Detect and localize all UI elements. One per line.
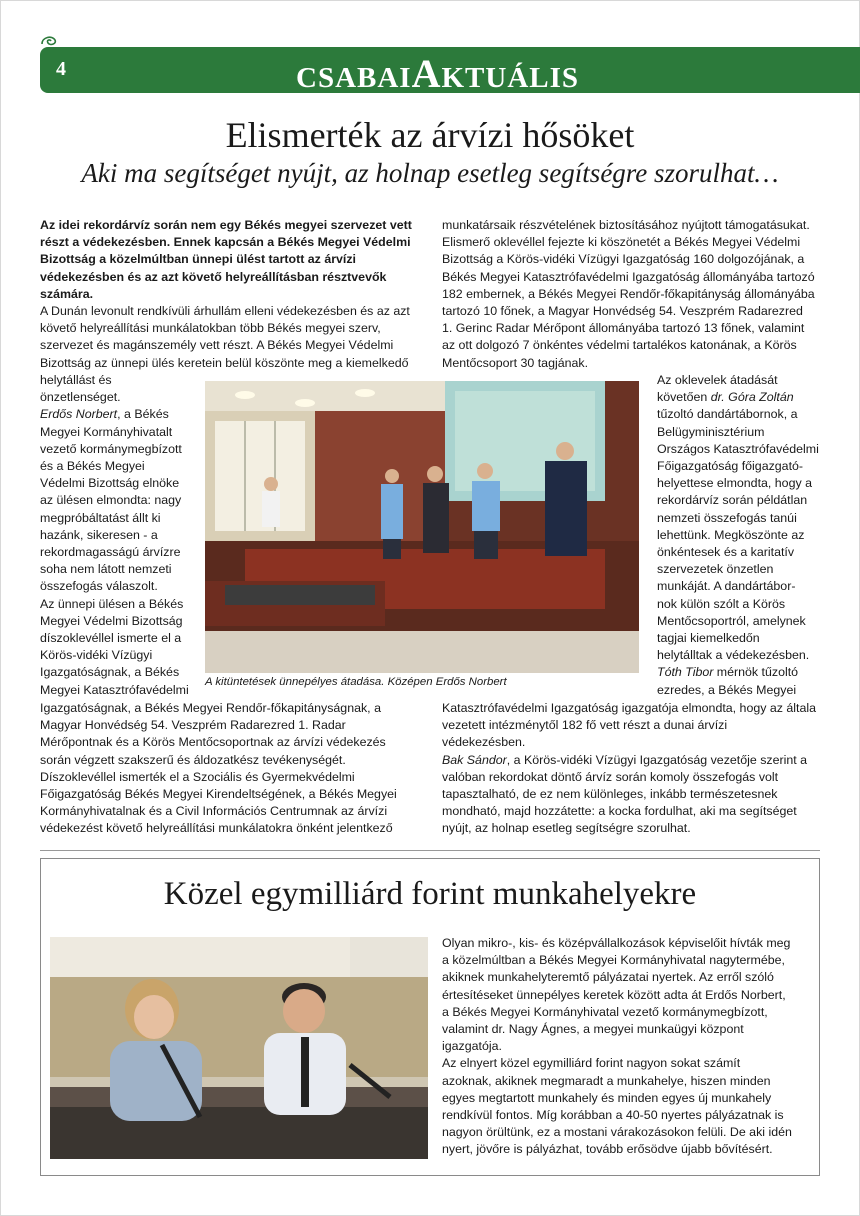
page-number: 4 (56, 58, 66, 80)
text-line: Védelmi Bizottság elnöke (40, 476, 180, 491)
text-line: nagyon örültünk, ez a mostani várakozásokon felüli. De aki idén (442, 1125, 792, 1140)
award-event-photo (50, 937, 428, 1159)
text-line: Megyei Védelmi Bizottság (40, 613, 183, 628)
text-line: Erdős Norbert, a Békés (40, 407, 169, 422)
text-line: során végzett szakszerű és áldozatkész tevékenységét. (40, 752, 346, 767)
text-line: azoknak, akiknek megmaradt a munkahelye, hiszen minden (442, 1073, 771, 1088)
text-line: Az ünnepi ülésen a Békés (40, 596, 184, 611)
text-line: 1. Gerinc Radar Mérőpont állományába tartozó 13 főnek, valamint (442, 321, 805, 336)
text-line: helytállást és (40, 373, 112, 387)
text-line: valóban rekordokat döntő árvíz során komoly összefogás volt (442, 769, 779, 784)
text-line: rekordárvíz során példátlan (657, 493, 808, 508)
text-line: tartozó 10 főnek, a Magyar Honvédség 54. Veszprém Radarezred (442, 304, 803, 319)
text-line: tűzoltó dandártábornok, a (657, 407, 798, 422)
text-line: Bak Sándor, a Körös-vidéki Vízügyi Igazgatóság vezetője szerint a (442, 752, 808, 767)
text-line: helytálltak a védekezésben. (657, 648, 810, 663)
article2-headline: Közel egymilliárd forint munkahelyekre (163, 876, 697, 912)
text-line: Megyei Kormányhivatalt (40, 424, 173, 439)
text-line: Magyar Honvédség 54. Veszprém Radarezred 1. Radar (40, 718, 346, 733)
person-name: Bak Sándor (442, 752, 507, 767)
text-line: és a Békés Megyei (40, 459, 145, 474)
text-line: egyes megtartott munkahely és minden egyes új munkahely (442, 1090, 772, 1105)
text-line: Mentőcsoportról, amelynek (657, 613, 806, 628)
text-line: Díszoklevéllel ismerték el a Szociális és Gyermekvédelmi (40, 769, 355, 784)
article-body-left-column (40, 372, 202, 699)
text-line: Elismerő oklevéllel fejezte ki köszönetét a Békés Megyei Védelmi (442, 235, 801, 250)
text-line: Igazgatóságnak, a Békés Megyei Rendőr-főkapitányságnak, a (40, 701, 381, 715)
text-line: Bizottság a Körös-vidéki Vízügyi Igazgatóság 160 dolgozójának, a (442, 252, 805, 267)
text-line: Főigazgatóság Békés Megyei Kirendeltségének, a Békés Megyei (40, 787, 397, 802)
masthead-part: CSABAI (296, 62, 412, 94)
text-line: szervezet és magánszemély vett részt. A Békés Megyei Védelmi (40, 338, 394, 353)
text-line: Békés Megyei Katasztrófavédelmi Igazgatóság állományába tartozó (442, 269, 815, 284)
person-name: Tóth Tibor (657, 665, 714, 680)
text-line: Az oklevelek átadását (657, 373, 778, 387)
text-line: védekezésben. (442, 735, 526, 750)
text-line: értesítéseket ünnepélyes keretek között adta át Erdős Norbert, (442, 987, 786, 1002)
text-line: Főigazgatóság főigazgató- (657, 459, 804, 474)
article-headline: Elismerték az árvízi hősöket (225, 115, 635, 155)
text-line: vezető kormánymegbízott (40, 441, 182, 456)
text-line: Az idei rekordárvíz során nem egy Békés megyei szervezet vett (40, 218, 412, 232)
text-line: Katasztrófavédelmi Igazgatóság igazgatója elmondta, hogy az általa (442, 701, 817, 715)
text-line: Az elnyert közel egymilliárd forint nagyon sokat számít (442, 1056, 741, 1071)
person-name: dr. Góra Zoltán (710, 390, 794, 405)
text-line: részt a védekezésben. Ennek kapcsán a Békés Megyei Védelmi (40, 235, 411, 250)
text-line: követően dr. Góra Zoltán (657, 390, 794, 405)
text-line: nok külön szólt a Körös (657, 596, 786, 611)
text-line: vezetett intézménytől 182 fő vett részt a dunai árvízi (442, 718, 728, 733)
text-line: 182 embernek, a Békés Megyei Rendőr-főkapitányság állományába (442, 286, 815, 301)
text-line: a Békés Megyei Kormányhivatal vezető kormánymegbízott, (442, 1004, 768, 1019)
text-line: nyújt, az holnap esetleg segítségre szorulhat. (442, 821, 691, 836)
person-figure (262, 477, 280, 527)
article-body-top (40, 303, 440, 372)
text-line: önzetlenséget. (40, 390, 121, 405)
text-line: A Dunán levonult rendkívüli árhullám elleni védekezésben és az azt (40, 304, 410, 318)
text-line: követő helyreállítási munkálatokban több Békés megyei szerv, (40, 321, 381, 336)
award-event-illustration (50, 937, 428, 1159)
text-line: Kormányhivatalnak és a Civil Információs Centrumnak az árvízi (40, 804, 388, 819)
article-subheadline: Aki ma segítséget nyújt, az holnap esetleg segítségre szorulhat… (81, 158, 779, 188)
article-body-right-top (442, 217, 822, 372)
text-line: hazánk, sikeresen - a (40, 527, 158, 542)
text-line: Országos Katasztrófavédelmi (657, 441, 819, 456)
masthead-initial: A (411, 51, 442, 96)
text-line: összefogás válaszolt. (40, 579, 158, 594)
text-line: Belügyminisztérium (657, 424, 765, 439)
photo-caption: A kitüntetések ünnepélyes átadása. Középen Erdős Norbert (205, 676, 507, 688)
text-line: Körös-vidéki Vízügyi (40, 648, 153, 663)
text-line: ezredes, a Békés Megyei (657, 682, 797, 697)
swirl-ornament-icon (40, 34, 58, 48)
article-lead (40, 217, 440, 303)
ceremony-photo (205, 381, 639, 673)
text-line: díszoklevéllel ismerte el a (40, 631, 182, 646)
text-line: rendkívül fontos. Míg korábban a 40-50 nyertes pályázatnak is (442, 1108, 784, 1123)
text-line: védekezést követő helyreállítási munkálatokra önként jelentkező (40, 821, 393, 836)
text-line: a közelmúltban a Békés Megyei Kormányhivatal nagytermébe, (442, 953, 785, 968)
text-line: Igazgatóságnak, a Békés (40, 665, 180, 680)
text-line: az ülésen elmondta: nagy (40, 493, 182, 508)
article-body-left-bottom (40, 700, 440, 838)
text-line: önkéntesek és a karitatív (657, 545, 795, 560)
text-line: Mérőpontnak és a Körös Mentőcsoportnak az árvízi védekezés (40, 735, 386, 750)
masthead (296, 50, 579, 97)
text-line: Olyan mikro-, kis- és középvállalkozások képviselőit hívták meg (442, 936, 791, 950)
text-line: Bizottság az ünnepi ülés keretein belül köszönte meg a kiemelkedő (40, 355, 409, 370)
text-line: nyert, jövőre is pályázhat, tovább erősödve újabb bővítésért. (442, 1142, 773, 1157)
text-line: munkáját. A dandártábor- (657, 579, 796, 594)
article2-body (442, 935, 820, 1159)
text-line: megpróbáltatást állt ki (40, 510, 161, 525)
text-line: szervezetek önzetlen (657, 562, 774, 577)
text-line: tagjai kiemelkedőn (657, 631, 760, 646)
text-line: tapasztalható, de ez nem különleges, inkább természetesnek (442, 787, 778, 802)
masthead-part: KTUÁLIS (441, 62, 580, 94)
text-line: nemzeti összefogás tanúi (657, 510, 797, 525)
text-line: helyettese elmondta, hogy a (657, 476, 812, 491)
text-line: Bizottság a közelmúltban ünnepi ülést tartott az árvízi (40, 252, 357, 267)
text-line: az ott dolgozó 7 önkéntes védelmi tartalékos katonának, a Körös (442, 338, 797, 353)
section-divider (40, 850, 820, 851)
text-line: soha nem látott nemzeti (40, 562, 172, 577)
text-line: mondható, majd hozzátette: a kocka fordulhat, aki ma segítséget (442, 804, 797, 819)
text-line: Mentőcsoport 30 tagjának. (442, 355, 589, 370)
text-line: Megyei Katasztrófavédelmi (40, 682, 189, 697)
text-line: rekordmagasságú árvízre (40, 545, 181, 560)
text-line: lehettünk. Megköszönte az (657, 527, 805, 542)
text-line: valamint dr. Nagy Ágnes, a megyei munkaügyi központ (442, 1022, 744, 1037)
person-name: Erdős Norbert (40, 407, 118, 422)
text-line: munkatársaik részvételének biztosításához nyújtott támogatásukat. (442, 218, 810, 232)
text-line: akiknek munkahelyteremtő pályázatai nyertek. Az erről szóló (442, 970, 774, 985)
article-body-right-bottom (442, 700, 827, 838)
text-line: Tóth Tibor mérnök tűzoltó (657, 665, 799, 680)
text-line: védekezésben és az azt követő helyreállításban résztvevők (40, 269, 387, 284)
text-line: számára. (40, 286, 94, 301)
ceremony-photo-illustration (205, 381, 639, 673)
text-line: igazgatója. (442, 1039, 502, 1054)
article-body-right-column (657, 372, 827, 699)
